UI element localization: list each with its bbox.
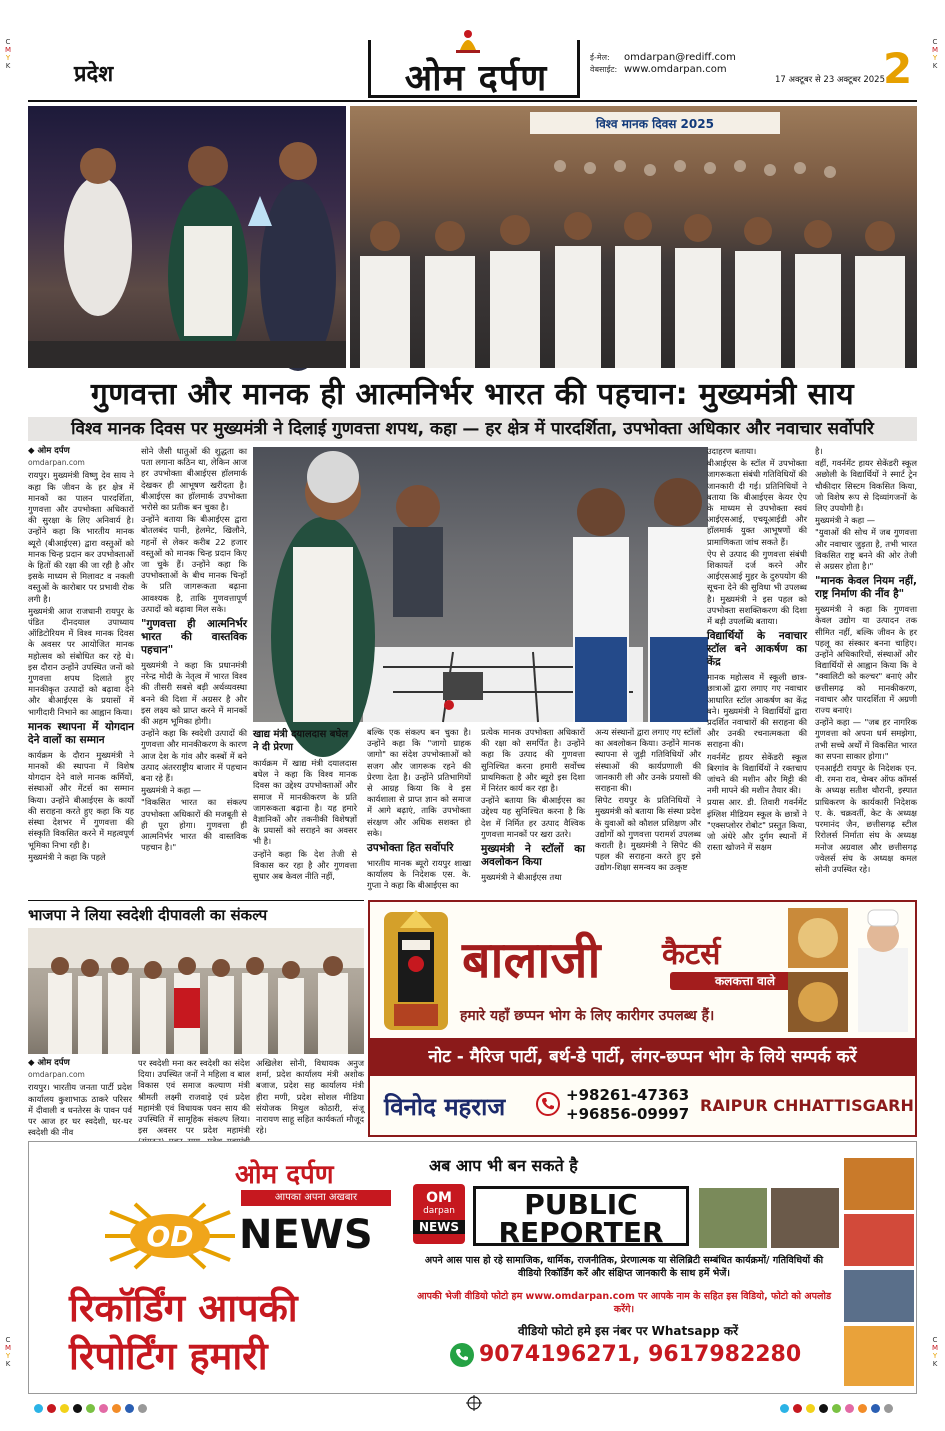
chef-food-icon bbox=[788, 908, 914, 1034]
photo-award-ceremony bbox=[28, 106, 346, 368]
balaji-owner: विनोद महराज bbox=[384, 1093, 506, 1121]
lead-col-8: है। वहीं, गवर्नमेंट हायर सेकेंडरी स्कूल अछोली के विद्यार्थियों ने स्मार्ट ट्रेन चौकीदार सिस्टम विकसित किया, जो विशेष रूप से दिव्यांगजनों के लिए उपयोगी है। मुख्यमंत्री ने कहा — "युवाओं की सोच में जब गुणवत्ता और नवाचार जुड़ता है, तभी भारत विकसित राष्ट्र बनने की ओर तेजी से अग्रसर होता है।" "मानक केवल नियम नहीं, राष्ट्र निर्माण की नींव है" मुख्यमंत्री ने कहा कि गुणवत्ता केवल उद्योग या उत्पादन तक सीमित नहीं, बल्कि जीवन के हर पहलू का संस्कार बनना चाहिए। उन्होंने अधिकारियों, संस्थाओं और विद्यार्थियों से आह्वान किया कि वे "क्वालिटी को कल्चर" बनाएं और छत्तीसगढ़ को मानकीकरण, नवाचार और पारदर्शिता में अग्रणी राज्य बनाएं। उन्होंने कहा — "जब हर नागरिक गुणवत्ता को अपना धर्म समझेगा, तभी सच्चे अर्थों में विकसित भारत का सपना साकार होगा।" एनआईटी रायपुर के निदेशक एन. वी. रमना राव, चेम्बर ऑफ कॉमर्स के अध्यक्ष सतीश थौरानी, इस्पात प्राधिकरण के कार्यकारी निदेशक ए. के. चक्रवर्ती, केट के अध्यक्ष परमानंद जैन, छत्तीसगढ़ स्टील रिरोलर्स निर्माता संघ के अध्यक्ष मनोज अग्रवाल और छत्तीसगढ़ ज्वेलर्स संघ के अध्यक्ष कमल सोनी उपस्थित रहे। bbox=[815, 446, 917, 874]
section-rule bbox=[28, 900, 364, 901]
lead-col-5: प्रत्येक मानक उपभोक्ता अधिकारों की रक्षा को समर्पित है। उन्होंने कहा कि उत्पाद की गुणवत्ता सुनिश्चित करना हमारी सर्वोच्च प्राथमिकता है और ब्यूरो इस दिशा में निरंतर कार्य कर रहा है। उन्होंने बताया कि बीआईएस का उद्देश्य यह सुनिश्चित करना है कि देश में निर्मित हर उत्पाद वैश्विक गुणवत्ता मानकों पर खरा उतरे। मुख्यमंत्री ने स्टॉलों का अवलोकन किया मुख्यमंत्री ने बीआईएस तथा bbox=[481, 727, 585, 883]
lead-col-3: कार्यक्रम में खाद्य मंत्री दयालदास बघेल ने कहा कि विश्व मानक दिवस का उद्देश्य उपभोक्ताओं और समाज में मानकीकरण के प्रति जागरूकता बढ़ाना है। यह हमारे वैज्ञानिकों और तकनीकी विशेषज्ञों के प्रयासों को सराहने का अवसर भी है। उन्होंने कहा कि देश तेजी से विकास कर रहा है और गुणवत्ता सुधार अब केवल नीति नहीं, bbox=[253, 758, 357, 882]
balaji-sub: कलकत्ता वाले bbox=[670, 972, 820, 990]
contact-block: ई-मेल: omdarpan@rediff.com वेबसाईट: www.omdarpan.com bbox=[590, 52, 736, 75]
registration-dots-left bbox=[34, 1398, 151, 1410]
lead-col-7: उदाहरण बताया। बीआईएस के स्टॉल में उपभोक्ता जागरूकता संबंधी गतिविधियों की जानकारी दी गई। प्रतिनिधियों ने बताया कि बीआईएस केयर ऐप के माध्यम से उपभोक्ता स्वयं आईएसआई, एचयूआईडी और हॉलमार्क युक्त आभूषणों की प्रामाणिकता जांच सकते हैं। ऐप से उत्पाद की गुणवत्ता संबंधी शिकायतें दर्ज करने और आईएसआई मुहर के दुरुपयोग की सूचना देने की सुविधा भी उपलब्ध है। मुख्यमंत्री ने इस पहल को उपभोक्ता सशक्तिकरण की दिशा में बड़ी उपलब्धि बताया। विद्यार्थियों के नवाचार स्टॉल बने आकर्षण का केंद्र मानक महोत्सव में स्कूली छात्र-छात्राओं द्वारा लगाए गए नवाचार आधारित स्टॉल आकर्षण का केंद्र बने। मुख्यमंत्री ने विद्यार्थियों द्वारा प्रदर्शित नवाचारों की सराहना की और उनकी रचनात्मकता की सराहना की। गवर्नमेंट हायर सेकेंडरी स्कूल बिरगांव के विद्यार्थियों ने रक्तचाप जांचने की मशीन और मिट्टी की नमी मापने की मशीन तैयार की। प्रयास आर. डी. तिवारी गवर्नमेंट इंग्लिश मीडियम स्कूल के छात्रों ने "एक्सप्लोरर रोबोट" प्रस्तुत किया, जो अंधेरे और दुर्गम स्थानों में रास्ता खोजने में सक्षम bbox=[707, 446, 807, 853]
lead-headline: गुणवत्ता और मानक ही आत्मनिर्भर भारत की पहचान: मुख्यमंत्री साय bbox=[90, 377, 855, 412]
cmyk-strip-bottom-right: C M Y K bbox=[931, 1336, 939, 1368]
ad-om-darpan-news[interactable] bbox=[28, 1141, 917, 1394]
banner-text: विश्व मानक दिवस 2025 bbox=[596, 117, 714, 131]
section-label: प्रदेश bbox=[74, 62, 114, 87]
balaji-band: नोट - मैरिज पार्टी, बर्थ-डे पार्टी, लंगर-छप्पन भोग के लिये सम्पर्क करें bbox=[370, 1038, 915, 1076]
subhead-quote: "गुणवत्ता ही आत्मनिर्भर भारत की वास्तविक पहचान" bbox=[141, 618, 247, 657]
registration-dots-right bbox=[780, 1398, 897, 1410]
cmyk-strip-top-right: C M Y K bbox=[931, 38, 939, 70]
lead-col-6: अन्य संस्थानों द्वारा लगाए गए स्टॉलों का अवलोकन किया। उन्होंने मानक स्थापना से जुड़ी गतिविधियों और संस्थाओं की कार्यप्रणाली की जानकारी ली और उनके प्रयासों की सराहना की। सिपेट रायपुर के प्रतिनिधियों ने मुख्यमंत्री को बताया कि संस्था प्रदेश के युवाओं को कौशल प्रशिक्षण और उद्योगों को गुणवत्ता परामर्श उपलब्ध कराती है। मुख्यमंत्री ने सिपेट की पहल की सराहना करते हुए इसे उद्योग-शिक्षा समन्वय का उत्कृष्ट bbox=[595, 727, 702, 873]
photo-bjp-swadeshi bbox=[28, 928, 364, 1054]
lead-col-1: ◆ ओम दर्पण omdarpan.com रायपुर। मुख्यमंत्री विष्णु देव साय ने कहा कि जीवन के हर क्षेत्र में मानकों का पालन पारदर्शिता, गुणवत्ता और उपभोक्ता अधिकारों की सुरक्षा के लिए अनिवार्य है। उन्होंने कहा कि भारतीय मानक ब्यूरो (बीआईएस) द्वारा वस्तुओं को मानक चिन्ह प्रदान कर उपभोक्ताओं के हितों की रक्षा की जा रही है और इसके माध्यम से मिलावट व नकली वस्तुओं के कारोबार पर प्रभावी रोक लगी है। मुख्यमंत्री आज राजधानी रायपुर के पंडित दीनदयाल उपाध्याय ऑडिटोरियम में विश्व मानक दिवस के अवसर पर आयोजित मानक महोत्सव को संबोधित कर रहे थे। इस दौरान उन्होंने उपस्थित जनों को गुणवत्ता शपथ दिलाते हुए मानकीकृत उत्पादों को बढ़ावा देने और बीआईएस के प्रयासों में भागीदारी निभाने का आह्वान किया। मानक स्थापना में योगदान देने वालों का सम्मान कार्यक्रम के दौरान मुख्यमंत्री ने मानकों की स्थापना में विशेष योगदान देने वाले मानक कर्मियों, संस्थाओं और मेंटर्स का सम्मान किया। उन्होंने बीआईएस के कार्यों की सराहना करते हुए कहा कि यह संस्था देशभर में गुणवत्ता की संस्कृति विकसित करने में महत्वपूर्ण भूमिका निभा रही है। मुख्यमंत्री ने कहा कि पहले bbox=[28, 446, 134, 862]
cmyk-strip-bottom: C M Y K bbox=[4, 1336, 12, 1368]
registration-mark-icon bbox=[466, 1395, 482, 1411]
crowd-photos-icon bbox=[699, 1188, 839, 1248]
pr-description: अपने आस पास हो रहे सामाजिक, धार्मिक, राजनीतिक, प्रेरणात्मक या सेलिब्रिटी सम्बंधित कार्यक्रमों/ गतिविधियों की वीडियो रिकॉर्डिंग करें और संक्षिप्त जानकारी के साथ हमें भेजें। bbox=[424, 1255, 824, 1279]
lead-col-4: बल्कि एक संकल्प बन चुका है। उन्होंने कहा कि "जागो ग्राहक जागो" का संदेश उपभोक्ताओं को सजग और जागरूक रहने की प्रेरणा देता है। उन्होंने प्रतिभागियों से आग्रह किया कि वे इस कार्यशाला से प्राप्त ज्ञान को समाज में आगे बढ़ाएं, ताकि उपभोक्ता संरक्षण और अधिक सशक्त हो सके। उपभोक्ता हित सर्वोपरि भारतीय मानक ब्यूरो रायपुर शाखा कार्यालय के निदेशक एस. के. गुप्ता ने कहा कि बीआईएस का bbox=[367, 727, 471, 891]
svg-text:OD: OD bbox=[146, 1220, 194, 1253]
masthead-title: ओम दर्पण bbox=[404, 58, 548, 99]
balaji-place: RAIPUR CHHATTISGARH bbox=[700, 1096, 914, 1115]
subhead-consumer: उपभोक्ता हित सर्वोपरि bbox=[367, 842, 454, 855]
od-sun-logo-icon bbox=[105, 1204, 235, 1268]
issue-date: 17 अक्टूबर से 23 अक्टूबर 2025 bbox=[775, 75, 886, 85]
balaji-deity-icon bbox=[376, 908, 456, 1032]
story2-headline: भाजपा ने लिया स्वदेशी दीपावली का संकल्प bbox=[28, 906, 268, 924]
lead-subheadline: विश्व मानक दिवस पर मुख्यमंत्री ने दिलाई गुणवत्ता शपथ, कहा — हर क्षेत्र में पारदर्शिता, उपभोक्ता अधिकार और नवाचार सर्वोपरि bbox=[28, 417, 917, 441]
balaji-title: बालाजी bbox=[462, 931, 601, 989]
subhead-stalls: मुख्यमंत्री ने स्टॉलों का अवलोकन किया bbox=[481, 843, 585, 869]
story2-col-2: पर स्वदेशी मना कर स्वदेशी का संदेश दिया। उपस्थित जनों ने महिला व बाल विकास एवं समाज कल्याण मंत्री श्रीमती लक्ष्मी राजवाड़े एवं प्रदेश महामंत्री एवं विधायक पवन साय की उपस्थिति में सामूहिक संकल्प लिया। इस अवसर पर प्रदेश महामंत्री bbox=[138, 1058, 250, 1136]
cmyk-strip-top: C M Y K bbox=[4, 38, 12, 70]
pr-top-line: अब आप भी बन सकते है bbox=[429, 1156, 578, 1175]
photo-caption: खाद्य मंत्री दयालदास बघेल ने दी प्रेरणा bbox=[253, 729, 349, 753]
odn-brand: ओम दर्पण bbox=[235, 1160, 334, 1190]
header-rule bbox=[28, 100, 917, 102]
page-number: 2 bbox=[883, 44, 913, 93]
pr-badge: OM darpan NEWS bbox=[413, 1184, 465, 1244]
balaji-category: कैटर्स bbox=[662, 937, 721, 972]
byline: ◆ ओम दर्पण bbox=[28, 446, 70, 456]
subhead-standards: "मानक केवल नियम नहीं, राष्ट्र निर्माण की नींव है" bbox=[815, 575, 917, 601]
odn-brand-tag: आपका अपना अखबार bbox=[241, 1190, 391, 1206]
whatsapp-icon bbox=[449, 1342, 475, 1368]
email[interactable]: omdarpan@rediff.com bbox=[624, 52, 736, 63]
story2-col-1: ◆ ओम दर्पण omdarpan.com रायपुर। भारतीय जनता पार्टी प्रदेश कार्यालय कुशाभाऊ ठाकरे परिसर में दीवाली व धनतेरस के पावन पर्व पर आज हर घर स्वदेशी, घर-घर स्वदेशी की नीव bbox=[28, 1058, 132, 1138]
balaji-phones[interactable]: +98261-47363 +96856-09997 bbox=[566, 1086, 690, 1123]
story2-col-3: अखिलेश सोनी, विधायक अनुज शर्मा, प्रदेश कार्यालय मंत्री अशोक बजाज, प्रदेश सह कार्यालय मंत्री हीरा मणी, प्रदेश सोशल मीडिया संयोजक मिथुल कोठारी, संजू नारायण साहू सहित कार्यकर्ता मौजूद रहे। bbox=[256, 1058, 364, 1136]
subhead-students: विद्यार्थियों के नवाचार स्टॉल बने आकर्षण का केंद्र bbox=[707, 630, 807, 669]
pr-whatsapp-line: वीडियो फोटो हमे इस नंबर पर Whatsapp करें bbox=[518, 1324, 738, 1338]
lead-col-2: सोने जैसी धातुओं की शुद्धता का पता लगाना कठिन था, लेकिन आज हर उपभोक्ता बीआईएस हॉलमार्क देखकर ही आभूषण खरीदता है। बीआईएस का हॉलमार्क उपभोक्ता भरोसे का प्रतीक बन चुका है। उन्होंने बताया कि बीआईएस द्वारा बोतलबंद पानी, हेलमेट, खिलौने, गहनों से लेकर करीब 22 हजार वस्तुओं को मानक चिन्ह प्रदान किए जा चुके हैं। उन्होंने कहा कि उपभोक्ताओं के बीच मानक चिन्हों के प्रति जागरूकता बढ़ाना आवश्यक है, ताकि गुणवत्तापूर्ण उत्पादों को बढ़ावा मिल सके। "गुणवत्ता ही आत्मनिर्भर भारत की वास्तविक पहचान" मुख्यमंत्री ने कहा कि प्रधानमंत्री नरेन्द्र मोदी के नेतृत्व में भारत विश्व की तीसरी सबसे बड़ी अर्थव्यवस्था बनने की दिशा में अग्रसर है और इस लक्ष्य को प्राप्त करने में मानकों की अहम भूमिका होगी। उन्होंने कहा कि स्वदेशी उत्पादों की गुणवत्ता और मानकीकरण के कारण आज देश के गांव और कस्बों में बने उत्पाद अंतरराष्ट्रीय बाजार में पहचान बना रहे हैं। मुख्यमंत्री ने कहा — "विकसित भारत का संकल्प उपभोक्ता अधिकारों की मजबूती से ही पूरा होगा। गुणवत्ता ही आत्मनिर्भर भारत की वास्तविक पहचान है।" bbox=[141, 446, 247, 853]
odn-news: NEWS bbox=[239, 1212, 373, 1258]
phone-icon bbox=[536, 1092, 560, 1116]
balaji-tagline: हमारे यहाँ छप्पन भोग के लिए कारीगर उपलब्ध हैं। bbox=[460, 1008, 715, 1024]
pr-phone-numbers[interactable]: 9074196271, 9617982280 bbox=[479, 1342, 802, 1367]
photo-auditorium-pledge bbox=[350, 106, 917, 368]
subhead-honour: मानक स्थापना में योगदान देने वालों का सम्मान bbox=[28, 720, 134, 746]
event-photos-icon bbox=[844, 1158, 914, 1388]
odn-recording: रिकॉर्डिंग आपकी रिपोर्टिंग हमारी bbox=[69, 1286, 298, 1378]
pr-title: PUBLIC REPORTER bbox=[473, 1186, 689, 1246]
photo-robot-exhibit bbox=[253, 447, 708, 722]
website[interactable]: www.omdarpan.com bbox=[624, 64, 727, 75]
ad-balaji-caterers[interactable] bbox=[368, 900, 917, 1137]
pr-send-line: आपकी भेजी वीडियो फोटो हम www.omdarpan.com पर आपके नाम के सहित इस विडियो, फोटो को अपलोड करेंगे। bbox=[416, 1291, 832, 1315]
